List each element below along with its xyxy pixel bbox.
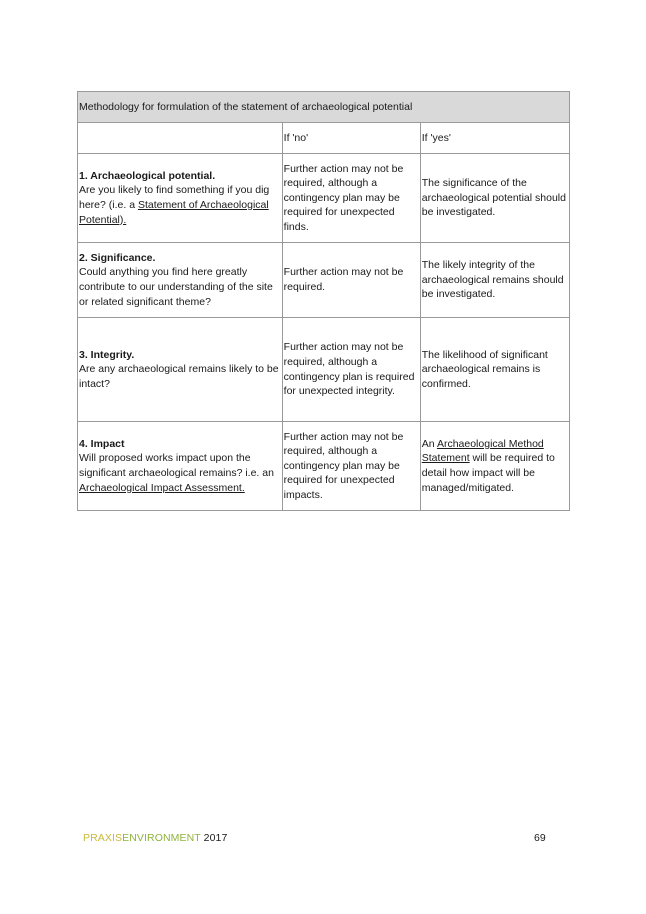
if-yes-text: The significance of the archaeological potential should be investigated. — [421, 177, 566, 219]
question-cell — [78, 318, 283, 422]
table-row — [78, 422, 570, 511]
header-if-yes: If 'yes' — [420, 123, 569, 154]
if-no-cell: Further action may not be required, although a contingency plan may be required for unexpected finds. — [282, 154, 420, 243]
if-yes-cell — [420, 243, 569, 318]
brand-praxis: PRAXIS — [83, 832, 123, 844]
if-yes-cell — [420, 422, 569, 511]
question-cell — [78, 243, 283, 318]
table-row — [78, 318, 570, 422]
header-if-no: If 'no' — [282, 123, 420, 154]
question-text: Are any archaeological remains likely to be intact? — [79, 363, 279, 390]
table-title-row — [78, 92, 570, 123]
footer-year: 2017 — [200, 832, 228, 844]
question-cell — [78, 154, 283, 243]
page-number: 69 — [534, 832, 546, 844]
question-text: Will proposed works impact upon the significant archaeological remains? i.e. an — [79, 452, 274, 479]
if-yes-text: An — [421, 437, 437, 450]
if-yes-text: The likelihood of significant archaeological remains is confirmed. — [421, 348, 548, 390]
question-heading: 1. Archaeological potential. — [79, 169, 216, 182]
question-link-archaeological-impact-assessment[interactable]: Archaeological Impact Assessment. — [79, 481, 245, 494]
if-yes-text-continued: will be required to detail how impact will be managed/mitigated. — [421, 452, 555, 494]
table-title: Methodology for formulation of the statement of archaeological potential — [78, 92, 570, 123]
question-text: Could anything you find here greatly contribute to our understanding of the site or related significant theme? — [79, 266, 273, 308]
question-cell — [78, 422, 283, 511]
methodology-table — [77, 91, 570, 511]
footer-brand — [83, 832, 227, 844]
question-heading: 2. Significance. — [79, 251, 156, 264]
link-archaeological-method-statement[interactable]: Archaeological Method Statement — [421, 437, 544, 465]
question-heading: 3. Integrity. — [79, 348, 135, 361]
question-link-statement-of-archaeological-potential[interactable]: Statement of Archaeological Potential). — [79, 199, 269, 226]
if-yes-cell — [420, 154, 569, 243]
table-header-row — [78, 123, 570, 154]
brand-environment: ENVIRONMENT — [122, 832, 201, 844]
table-row — [78, 243, 570, 318]
question-heading: 4. Impact — [79, 437, 125, 450]
if-yes-text: The likely integrity of the archaeological remains should be investigated. — [421, 259, 564, 301]
if-yes-cell — [420, 318, 569, 422]
if-no-cell: Further action may not be required, although a contingency plan may be required for unexpected impacts. — [282, 422, 420, 511]
header-empty-cell — [78, 123, 283, 154]
table-row — [78, 154, 570, 243]
if-no-cell: Further action may not be required. — [282, 243, 420, 318]
if-no-cell: Further action may not be required, although a contingency plan is required for unexpected integrity. — [282, 318, 420, 422]
question-text: Are you likely to find something if you dig here? (i.e. a — [79, 184, 270, 211]
